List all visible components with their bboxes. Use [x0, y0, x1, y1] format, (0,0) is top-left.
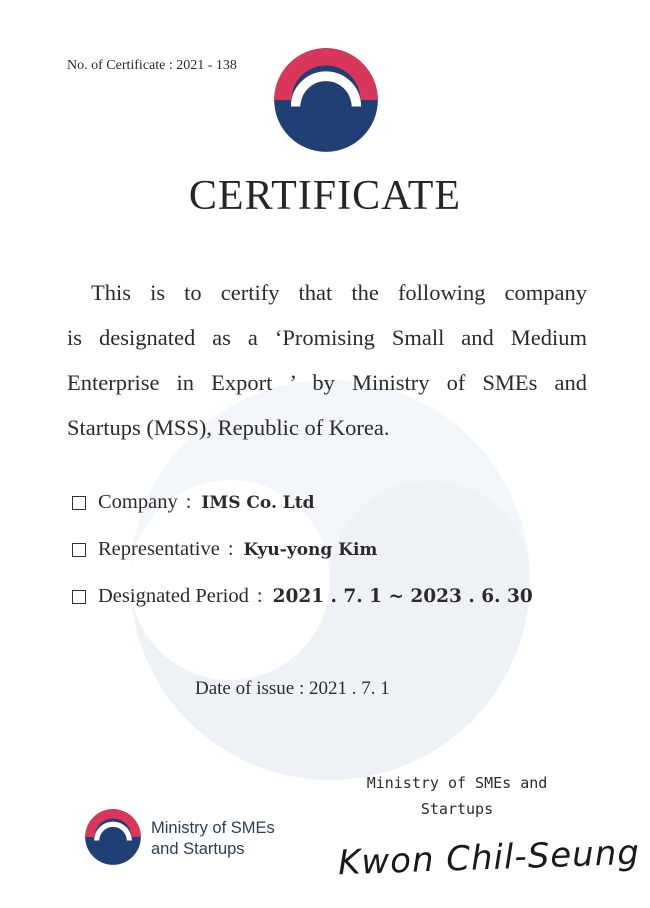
field-label: Designated Period	[98, 585, 249, 607]
signature: Kwon Chil-Seung	[337, 832, 641, 884]
field-separator: :	[256, 585, 263, 607]
mss-logo-icon	[84, 808, 142, 866]
representative-field	[72, 538, 377, 561]
body-line: Enterprise in Export ’ by Ministry of SMEs and	[67, 370, 587, 395]
certificate-body	[67, 270, 587, 450]
logo-line: Ministry of SMEs	[151, 819, 275, 837]
field-separator: :	[185, 491, 192, 513]
checkbox-icon	[72, 590, 86, 604]
body-line: This is to certify that the following company	[91, 280, 587, 305]
body-line: Startups (MSS), Republic of Korea.	[67, 415, 390, 440]
representative-value: Kyu-yong Kim	[243, 539, 378, 560]
body-line: is designated as a ‘Promising Small and Medium	[67, 325, 587, 350]
issuer-line: Startups	[420, 800, 494, 818]
checkbox-icon	[72, 496, 86, 510]
mss-logo-text	[151, 818, 275, 860]
checkbox-icon	[72, 543, 86, 557]
issuer	[352, 770, 562, 822]
certificate-title: CERTIFICATE	[188, 173, 462, 219]
certificate-number: No. of Certificate : 2021 - 138	[67, 58, 237, 73]
designated-period-field	[72, 585, 533, 608]
field-label: Company	[98, 491, 178, 513]
field-label: Representative	[98, 538, 220, 560]
korea-government-emblem-icon	[272, 46, 380, 154]
field-separator: :	[227, 538, 234, 560]
logo-line: and Startups	[151, 840, 245, 858]
date-of-issue: Date of issue : 2021 . 7. 1	[195, 678, 390, 699]
company-value: IMS Co. Ltd	[201, 492, 315, 513]
issuer-line: Ministry of SMEs and	[366, 774, 548, 792]
company-field	[72, 491, 315, 514]
designated-period-value: 2021 . 7. 1 ~ 2023 . 6. 30	[272, 586, 533, 607]
